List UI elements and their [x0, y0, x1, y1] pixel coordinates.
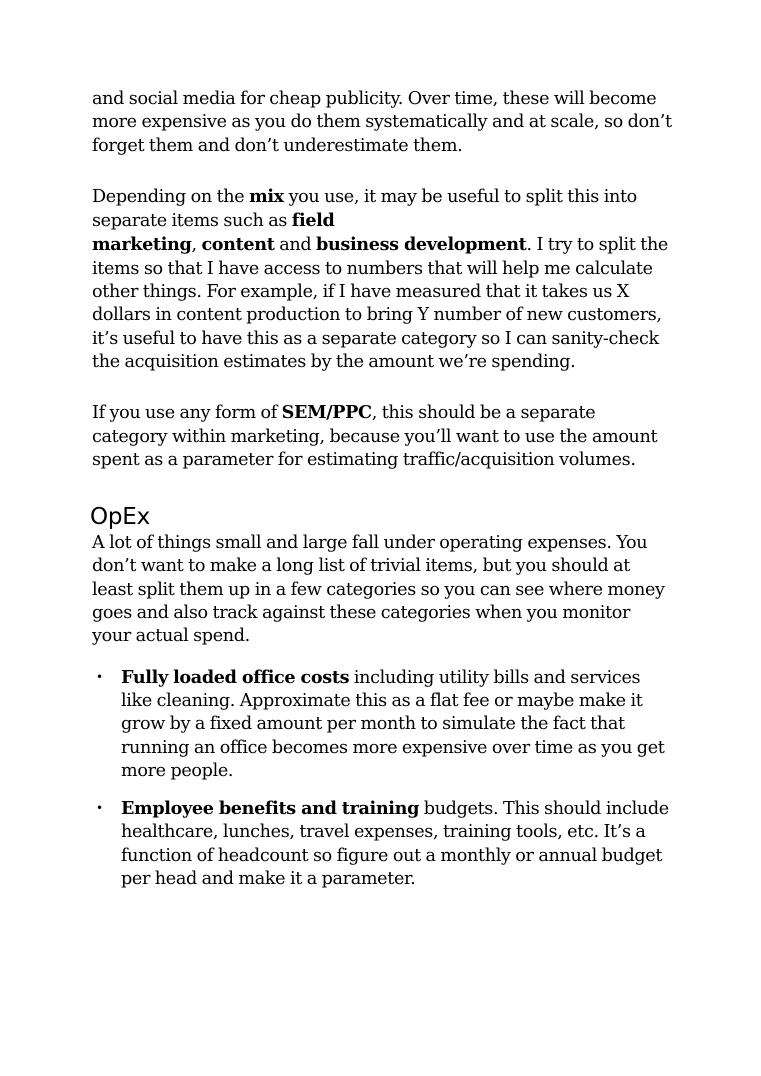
text-run: ,: [191, 235, 202, 256]
bold-term-field: field: [291, 210, 335, 232]
paragraph-marketing-mix: [92, 185, 672, 374]
paragraph-social-media: [92, 88, 672, 158]
bullet-icon: •: [96, 669, 103, 684]
paragraph-text: and social media for cheap publicity. Over time, these will become more expensive as you do them systematically and at scale, so don’t forget them and don’t underestimate them.: [92, 89, 672, 156]
bold-term-content: content: [201, 234, 275, 256]
list-item-text: including utility bills and services like cleaning. Approximate this as a flat fee or maybe make it grow by a fixed amount per month to simulate the fact that running an office becomes more expensive over time as you get more people.: [121, 667, 665, 781]
document-page: [92, 88, 672, 891]
paragraph-opex-intro: A lot of things small and large fall under operating expenses. You don’t want to make a long list of trivial items, but you should at least split them up in a few categories so you can see where money goes and also track against these categories when you monitor your actual spend.: [92, 533, 665, 647]
bullet-icon: •: [96, 801, 103, 816]
bold-term-marketing: marketing: [92, 234, 192, 256]
bold-term-office-costs: Fully loaded office costs: [121, 666, 350, 688]
paragraph-sem-ppc: [92, 401, 672, 472]
section-heading-opex: OpEx: [90, 504, 151, 531]
text-run: you use, it may be useful to split this into separate items such as: [92, 186, 637, 232]
bold-term-mix: mix: [249, 185, 284, 207]
text-run: Depending on the: [92, 186, 250, 207]
text-run: , this should be a separate category within marketing, because you’ll want to use the amount spent as a parameter for estimating traffic/acquisition volumes.: [92, 403, 658, 470]
text-run: . I try to split the items so that I have access to numbers that will help me calculate other things. For example, if I have measured that it takes us X dollars in content production to bring Y number of new customers, it’s useful to have this as a separate category so I can sanity-check the acquisition estimates by the amount we’re spending.: [92, 235, 668, 372]
bold-term-employee-benefits: Employee benefits and training: [121, 798, 420, 820]
list-item: [92, 666, 672, 783]
opex-bullet-list: [92, 666, 672, 892]
text-run: If you use any form of: [92, 403, 282, 424]
bold-term-sem-ppc: SEM/PPC: [281, 402, 372, 424]
list-item-text: budgets. This should include healthcare, lunches, travel expenses, training tools, etc. It’s a function of headcount so figure out a monthly or annual budget per head and make it a parameter.: [121, 799, 669, 890]
list-item: [92, 797, 672, 891]
bold-term-business-development: business development: [316, 234, 527, 256]
text-run: and: [274, 235, 316, 256]
